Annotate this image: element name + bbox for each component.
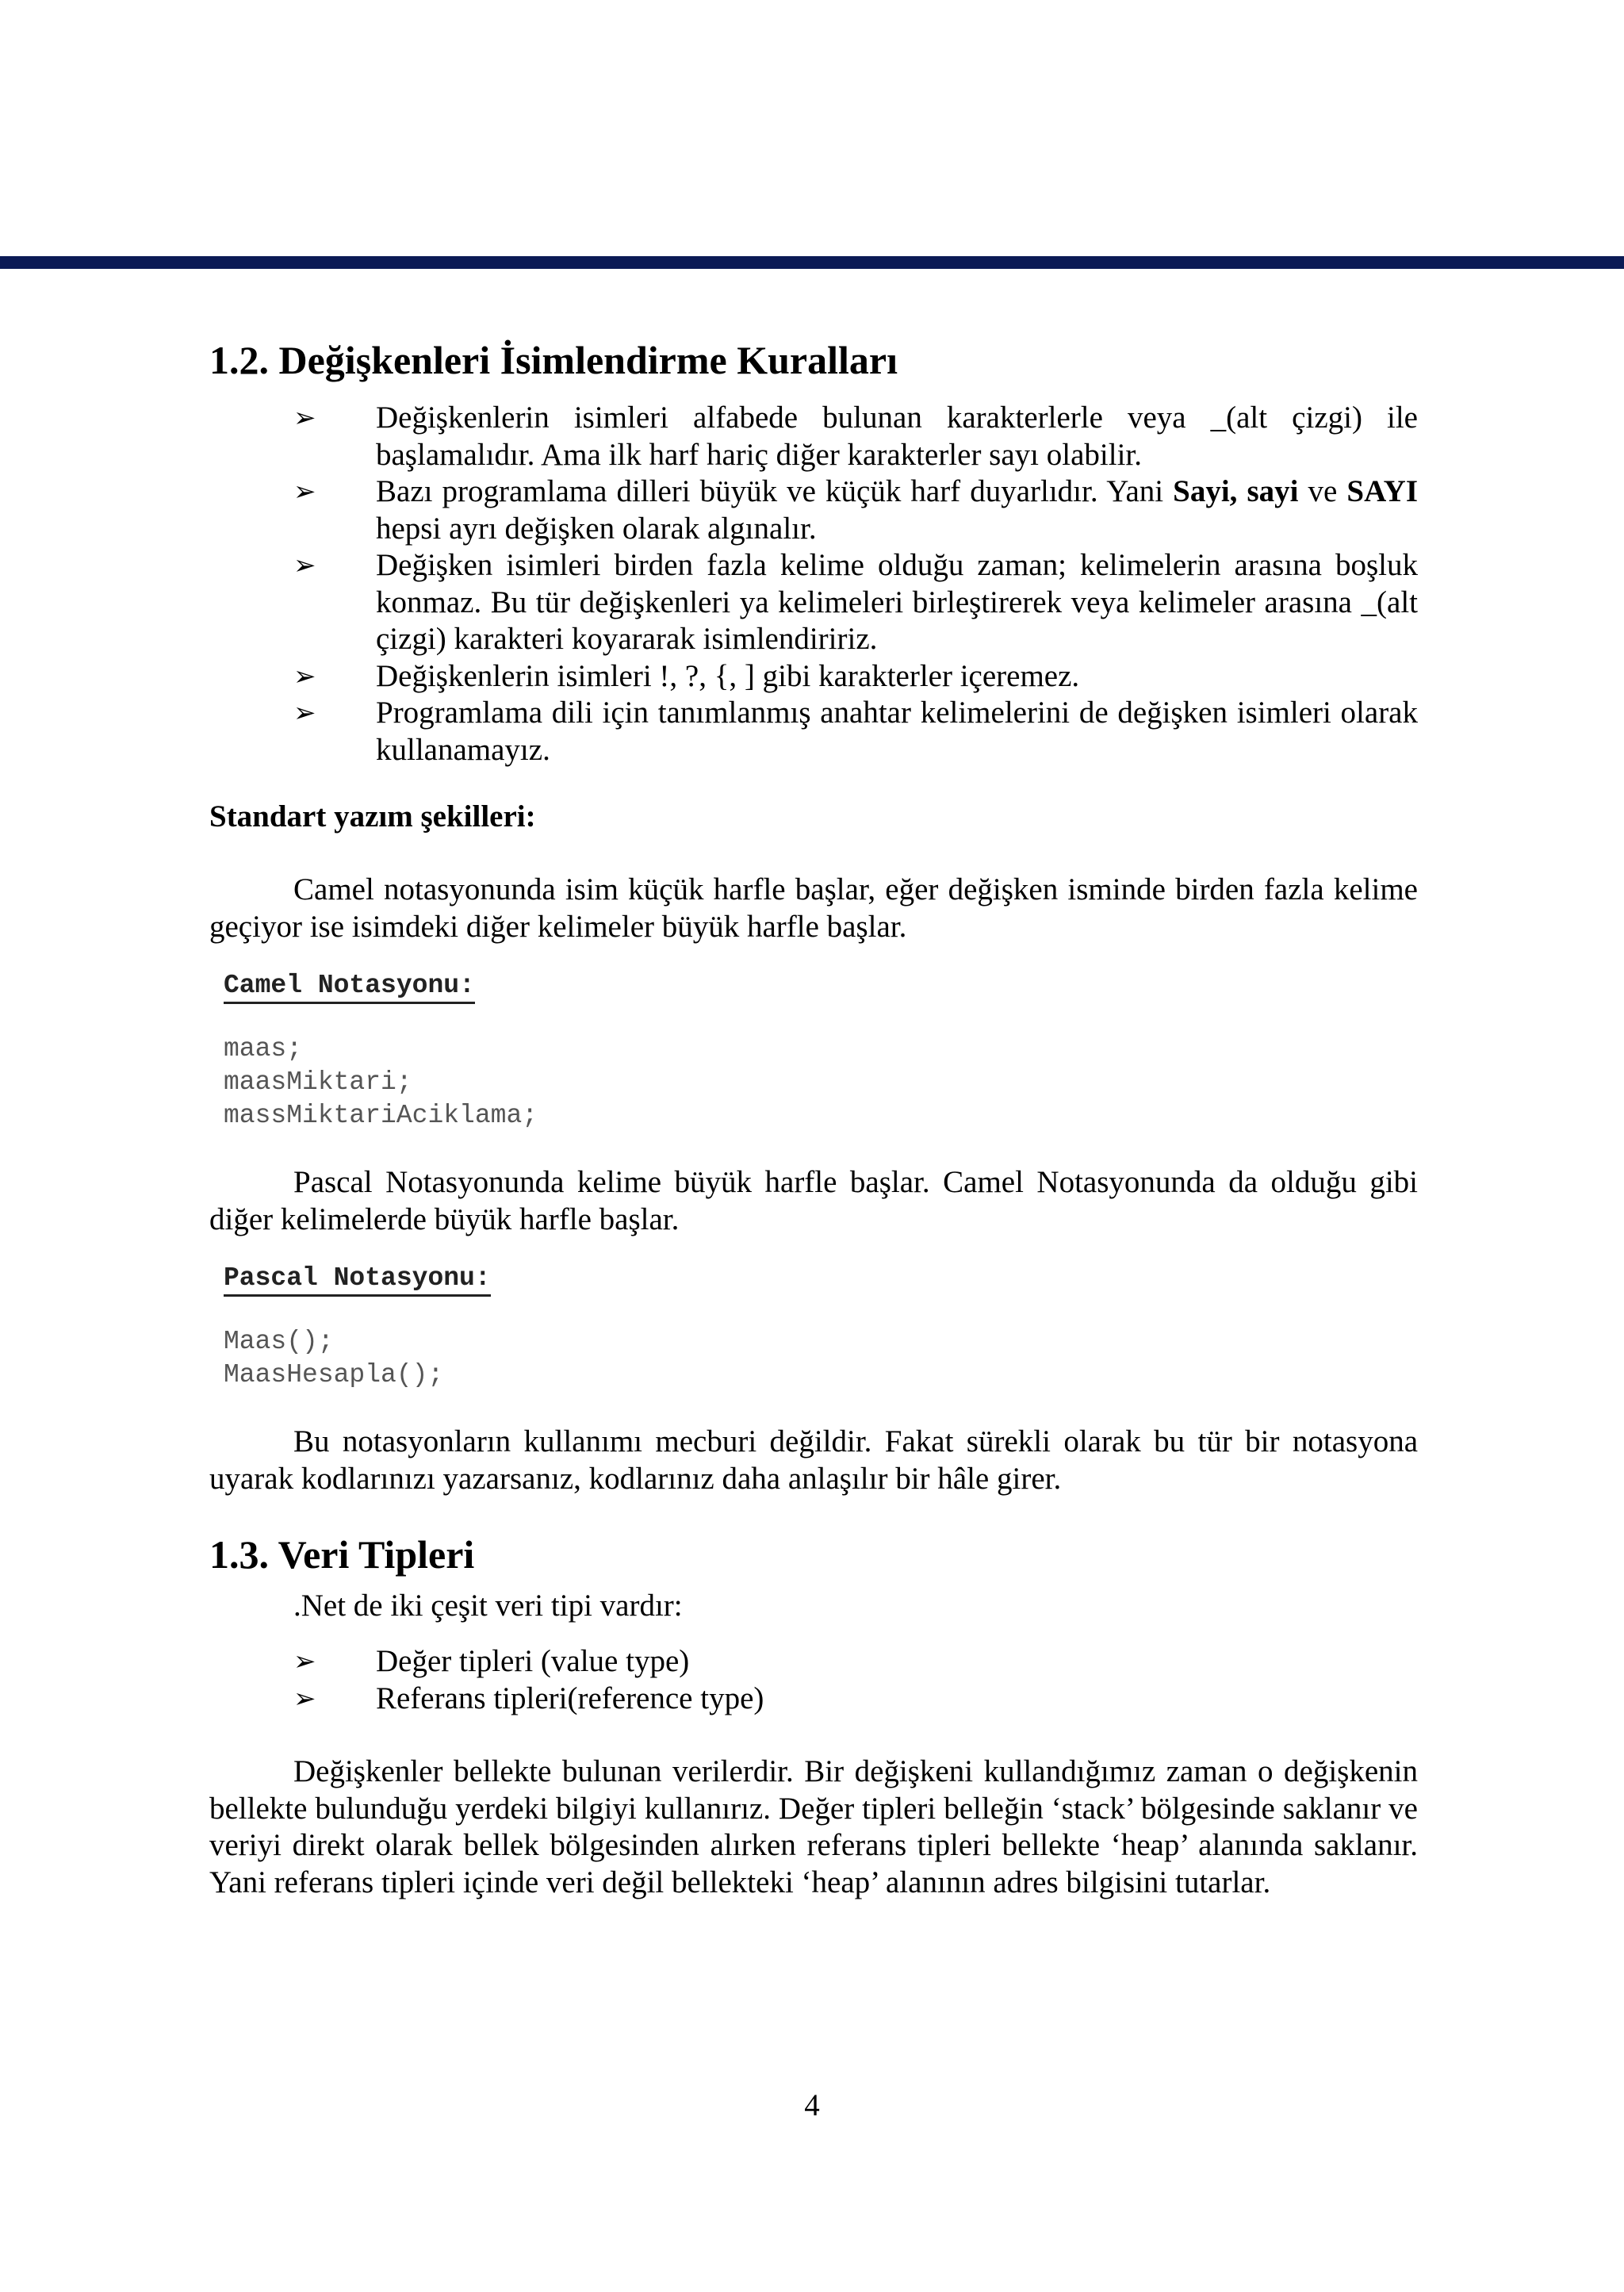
rule-text: Değişkenlerin isimleri alfabede bulunan karakterlerle veya _(alt çizgi) ile başlamalıdır. Ama ilk harf hariç diğer karakterler sayı olabilir. [376, 401, 1418, 472]
list-item [293, 1681, 1418, 1718]
standards-subheading: Standart yazım şekilleri: [209, 799, 536, 834]
list-item [293, 473, 1418, 547]
camel-paragraph: Camel notasyonunda isim küçük harfle başlar, eğer değişken isminde birden fazla kelime geçiyor ise isimdeki diğer kelimeler büyük harfle başlar. [209, 872, 1418, 944]
naming-rules-list [209, 400, 1418, 768]
code-title: Camel Notasyonu: [224, 970, 475, 1004]
code-line: maas; [224, 1034, 303, 1064]
camel-code-block [224, 969, 1418, 1133]
document-page [209, 317, 1418, 1901]
rule-text: Değişken isimleri birden fazla kelime olduğu zaman; kelimelerin arasına boşluk konmaz. Bu tür değişkenleri ya kelimeleri birleştirerek veya kelimeler arasına _(alt çizgi) karakteri koyararak isimlendiririz. [376, 548, 1418, 656]
type-text: Değer tipleri (value type) [376, 1644, 690, 1678]
data-types-intro: .Net de iki çeşit veri tipi vardır: [293, 1589, 683, 1623]
code-line: massMiktariAciklama; [224, 1101, 538, 1130]
arrow-bullet-icon: ➢ [293, 1646, 316, 1677]
rule-emphasis: Sayi, sayi [1173, 474, 1299, 508]
arrow-bullet-icon: ➢ [293, 1682, 316, 1715]
section-heading-naming-rules: 1.2. Değişkenleri İsimlendirme Kuralları [209, 338, 898, 382]
rule-text: ve [1298, 474, 1347, 508]
list-item [293, 658, 1418, 696]
type-text: Referans tipleri(reference type) [376, 1681, 764, 1715]
arrow-bullet-icon: ➢ [293, 550, 316, 581]
code-line: maasMiktari; [224, 1067, 412, 1097]
header-rule [0, 256, 1624, 269]
pascal-paragraph: Pascal Notasyonunda kelime büyük harfle başlar. Camel Notasyonunda da olduğu gibi diğer kelimelerde büyük harfle başlar. [209, 1165, 1418, 1236]
arrow-bullet-icon: ➢ [293, 476, 316, 508]
data-types-paragraph: Değişkenler bellekte bulunan verilerdir. Bir değişkeni kullandığımız zaman o değişkenin bellekte bulunduğu yerdeki bilgiyi kullanırız. Değer tipleri belleğin ‘stack’ bölgesinde saklanır ve veriyi direkt olarak bellek bölgesinden alırken referans tipleri bellekte ‘heap’ alanında saklanır. Yani referans tipleri içinde veri değil bellekteki ‘heap’ alanının adres bilgisini tutarlar. [209, 1754, 1418, 1899]
list-item [293, 547, 1418, 658]
arrow-bullet-icon: ➢ [293, 697, 316, 729]
code-line: MaasHesapla(); [224, 1360, 444, 1389]
page-number: 4 [804, 2088, 820, 2122]
arrow-bullet-icon: ➢ [293, 402, 316, 434]
list-item [293, 400, 1418, 473]
rule-text: Bazı programlama dilleri büyük ve küçük harf duyarlıdır. Yani [376, 474, 1174, 508]
data-types-list [209, 1643, 1418, 1717]
section-heading-data-types: 1.3. Veri Tipleri [209, 1532, 475, 1577]
rule-emphasis: SAYI [1346, 474, 1419, 508]
rule-text: hepsi ayrı değişken olarak algınalır. [376, 511, 817, 546]
closing-paragraph: Bu notasyonların kullanımı mecburi değildir. Fakat sürekli olarak bu tür bir notasyona uyarak kodlarınızı yazarsanız, kodlarınız daha anlaşılır bir hâle girer. [209, 1424, 1418, 1496]
rule-text: Programlama dili için tanımlanmış anahtar kelimelerini de değişken isimleri olarak kullanamayız. [376, 696, 1418, 767]
code-title: Pascal Notasyonu: [224, 1263, 491, 1297]
list-item [293, 695, 1418, 768]
list-item [293, 1643, 1418, 1681]
pascal-code-block [224, 1262, 1418, 1392]
rule-text: Değişkenlerin isimleri !, ?, {, ] gibi karakterler içeremez. [376, 658, 1080, 693]
code-line: Maas(); [224, 1327, 334, 1356]
arrow-bullet-icon: ➢ [293, 660, 316, 692]
